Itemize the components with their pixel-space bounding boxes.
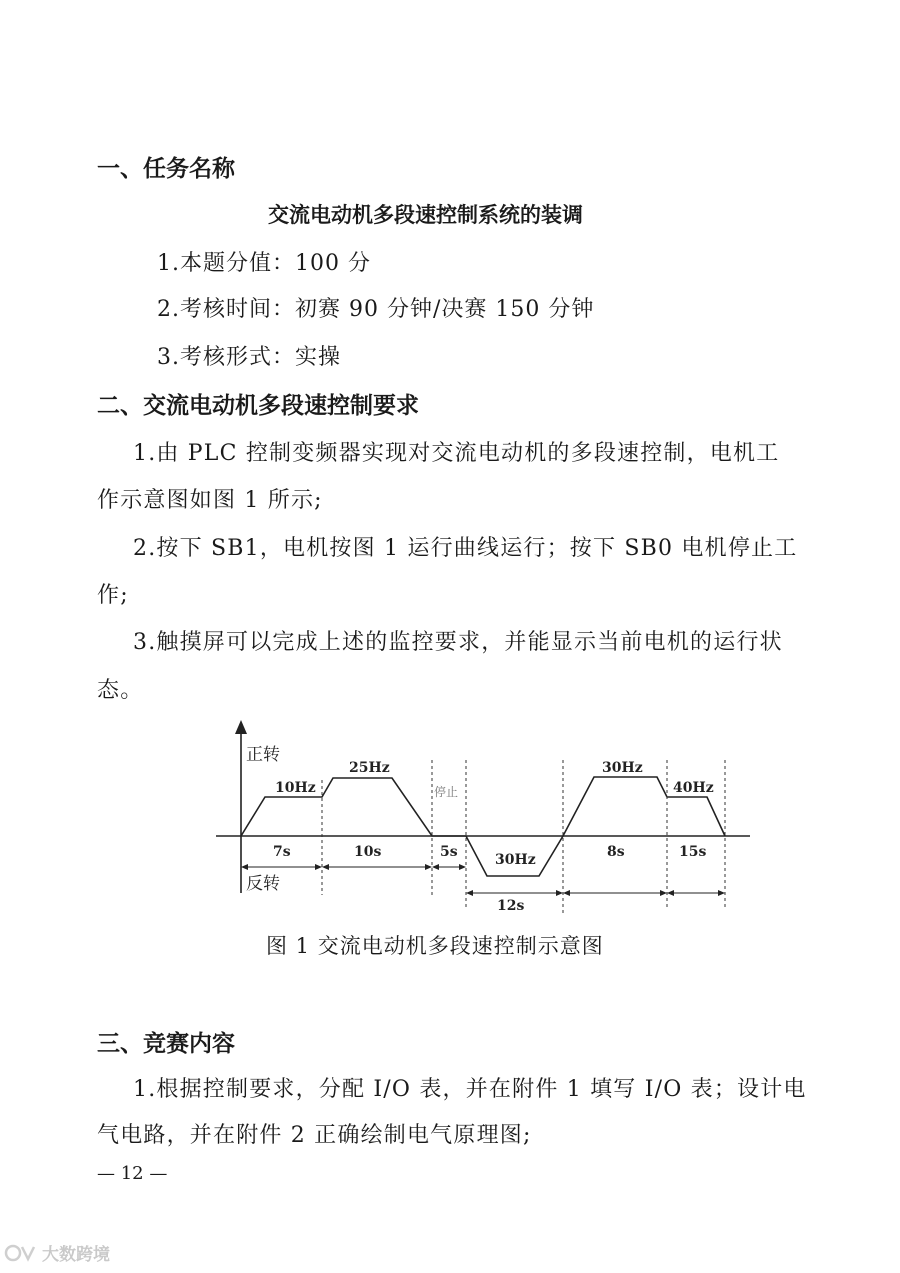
req-para-1-line-1: 1.由 PLC 控制变频器实现对交流电动机的多段速控制，电机工 bbox=[133, 441, 780, 466]
req-para-1-line-2: 作示意图如图 1 所示; bbox=[97, 488, 323, 513]
time-label-15s: 15s bbox=[679, 844, 707, 860]
content-para-1-line-1: 1.根据控制要求，分配 I/O 表，并在附件 1 填写 I/O 表；设计电 bbox=[133, 1077, 807, 1102]
section-heading-2: 二、交流电动机多段速控制要求 bbox=[97, 393, 419, 419]
req-para-3-line-2: 态。 bbox=[97, 678, 144, 703]
dimension-lines bbox=[244, 867, 722, 893]
vertical-axis-arrow bbox=[235, 720, 247, 734]
stop-label: 停止 bbox=[434, 785, 459, 799]
page-number: — 12 — bbox=[97, 1163, 168, 1184]
watermark-logo-icon bbox=[4, 1243, 38, 1263]
watermark-text: 大数跨境 bbox=[42, 1245, 110, 1265]
req-para-2-line-1: 2.按下 SB1，电机按图 1 运行曲线运行；按下 SB0 电机停止工 bbox=[133, 536, 798, 561]
time-label-5s: 5s bbox=[440, 844, 458, 860]
reverse-label: 反转 bbox=[246, 874, 280, 894]
section-heading-1: 一、任务名称 bbox=[97, 156, 235, 182]
req-para-3-line-1: 3.触摸屏可以完成上述的监控要求，并能显示当前电机的运行状 bbox=[133, 630, 783, 655]
forward-label: 正转 bbox=[246, 745, 280, 765]
item-time: 2.考核时间：初赛 90 分钟/决赛 150 分钟 bbox=[157, 297, 595, 322]
req-para-2-line-2: 作; bbox=[97, 583, 129, 608]
freq-label-30hz: 30Hz bbox=[602, 760, 643, 776]
watermark bbox=[4, 1240, 110, 1265]
time-label-8s: 8s bbox=[607, 844, 625, 860]
freq-label-10hz: 10Hz bbox=[275, 780, 316, 796]
time-label-12s: 12s bbox=[497, 898, 525, 914]
freq-label-40hz: 40Hz bbox=[673, 780, 714, 796]
item-score: 1.本题分值：100 分 bbox=[157, 251, 371, 276]
freq-label-25hz: 25Hz bbox=[349, 760, 390, 776]
segment-dividers bbox=[322, 760, 725, 915]
content-para-1-line-2: 气电路，并在附件 2 正确绘制电气原理图; bbox=[97, 1123, 532, 1148]
figure-caption: 图 1 交流电动机多段速控制示意图 bbox=[266, 934, 604, 958]
section-heading-3: 三、竞赛内容 bbox=[97, 1031, 235, 1057]
freq-label-reverse-30hz: 30Hz bbox=[495, 852, 536, 868]
time-label-7s: 7s bbox=[273, 844, 291, 860]
item-format: 3.考核形式：实操 bbox=[157, 345, 341, 370]
task-title: 交流电动机多段速控制系统的装调 bbox=[268, 203, 583, 227]
time-label-10s: 10s bbox=[354, 844, 382, 860]
